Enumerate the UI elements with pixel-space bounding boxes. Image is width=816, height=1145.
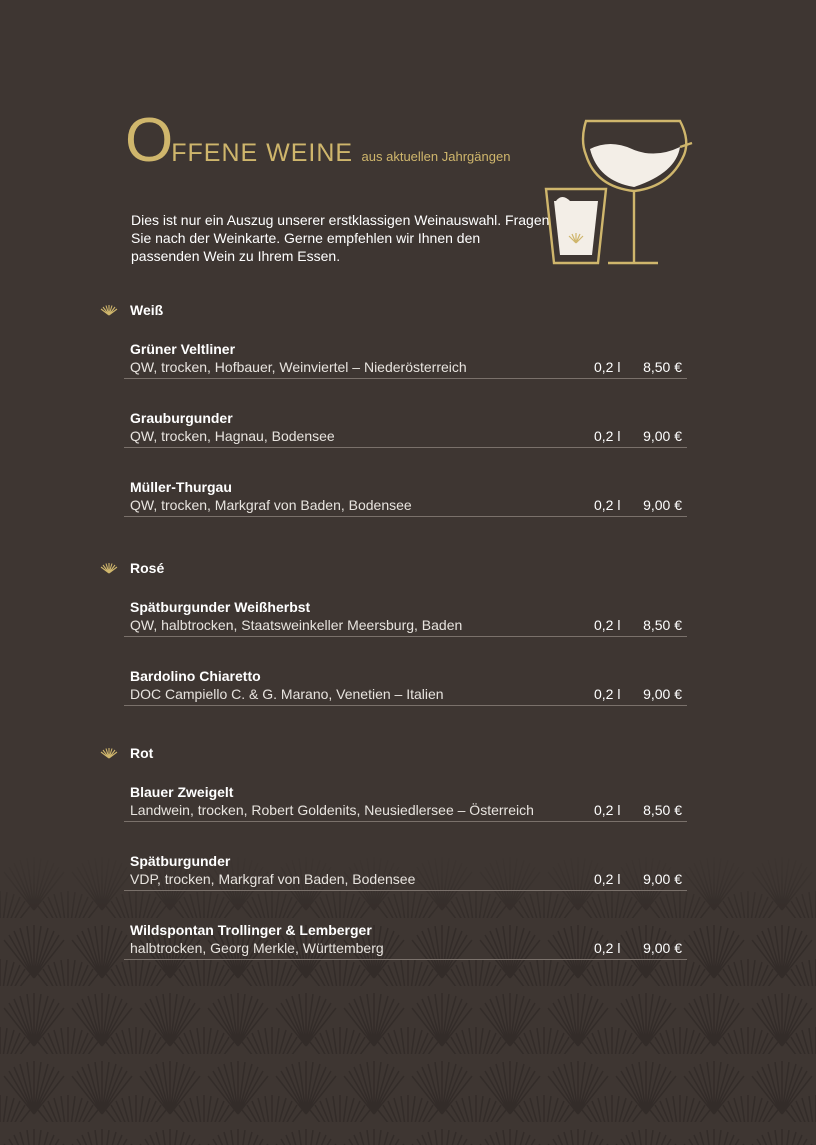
section-title: Rosé (130, 560, 165, 576)
fan-ornament-icon (100, 304, 118, 316)
wine-description: QW, trocken, Hagnau, Bodensee (130, 428, 335, 444)
wine-price: 8,50 € (643, 359, 682, 375)
fan-ornament-icon (100, 562, 118, 574)
wine-description: DOC Campiello C. & G. Marano, Venetien – Italien (130, 686, 444, 702)
wine-volume: 0,2 l (594, 802, 621, 818)
list-item (124, 921, 687, 960)
wine-volume: 0,2 l (594, 686, 621, 702)
wine-volume: 0,2 l (594, 940, 621, 956)
title-subtitle: aus aktuellen Jahrgängen (361, 149, 511, 164)
intro-text: Dies ist nur ein Auszug unserer erstklassigen Weinauswahl. Fragen Sie nach der Weinkarte. Gerne empfehlen wir Ihnen den passenden Wein zu Ihrem Essen. (131, 212, 550, 264)
wine-price: 8,50 € (643, 802, 682, 818)
wine-description: QW, halbtrocken, Staatsweinkeller Meersburg, Baden (130, 617, 463, 633)
wine-name: Grüner Veltliner (130, 341, 236, 357)
wine-name: Blauer Zweigelt (130, 784, 234, 800)
wine-name: Müller-Thurgau (130, 479, 232, 495)
list-item (124, 667, 687, 706)
title-text: FFENE WEINE (171, 139, 354, 167)
section-title: Weiß (130, 302, 164, 318)
wine-glasses-icon (540, 115, 700, 270)
wine-volume: 0,2 l (594, 617, 621, 633)
wine-description: QW, trocken, Hofbauer, Weinviertel – Niederösterreich (130, 359, 467, 375)
wine-name: Wildspontan Trollinger & Lemberger (130, 922, 372, 938)
wine-price: 9,00 € (643, 940, 682, 956)
wine-price: 9,00 € (643, 497, 682, 513)
wine-price: 9,00 € (643, 871, 682, 887)
section-title: Rot (130, 745, 154, 761)
wine-description: Landwein, trocken, Robert Goldenits, Neusiedlersee – Österreich (130, 802, 534, 818)
wine-name: Bardolino Chiaretto (130, 668, 261, 684)
list-item (124, 852, 687, 891)
wine-name: Spätburgunder (130, 853, 231, 869)
wine-volume: 0,2 l (594, 497, 621, 513)
section-white (100, 300, 700, 517)
title-initial: O (125, 106, 172, 175)
list-item (124, 340, 687, 379)
section-rose (100, 558, 700, 706)
section-red (100, 743, 700, 960)
wine-description: halbtrocken, Georg Merkle, Württemberg (130, 940, 384, 956)
wine-price: 9,00 € (643, 686, 682, 702)
wine-price: 9,00 € (643, 428, 682, 444)
section-header (100, 743, 700, 763)
wine-volume: 0,2 l (594, 428, 621, 444)
wine-description: QW, trocken, Markgraf von Baden, Bodensee (130, 497, 412, 513)
wine-price: 8,50 € (643, 617, 682, 633)
page-title (125, 106, 511, 175)
wine-volume: 0,2 l (594, 871, 621, 887)
list-item (124, 598, 687, 637)
wine-volume: 0,2 l (594, 359, 621, 375)
section-header (100, 300, 700, 320)
list-item (124, 409, 687, 448)
wine-name: Spätburgunder Weißherbst (130, 599, 311, 615)
wine-name: Grauburgunder (130, 410, 233, 426)
list-item (124, 478, 687, 517)
fan-ornament-icon (100, 747, 118, 759)
section-header (100, 558, 700, 578)
wine-description: VDP, trocken, Markgraf von Baden, Bodensee (130, 871, 416, 887)
list-item (124, 783, 687, 822)
